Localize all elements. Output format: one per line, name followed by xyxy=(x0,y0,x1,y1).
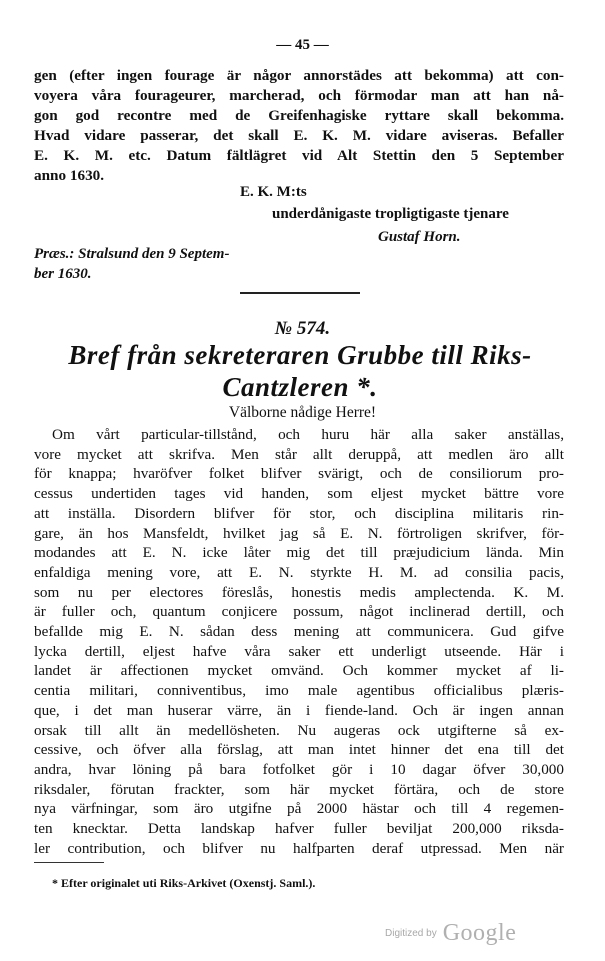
text-line: E. K. M. etc. Datum fältlägret vid Alt Stettin den 5 September xyxy=(34,147,564,164)
text-line: ten knecktar. Detta landskap hafver fuller beviljat 200,000 riksda- xyxy=(34,820,564,838)
text-line: modandes att E. N. icke låter mig det till præjudicium lända. Min xyxy=(34,544,564,562)
text-line: anno 1630. xyxy=(34,167,105,184)
text-line: ler contribution, och blifver nu halfparten deraf utpressad. Men när xyxy=(34,839,564,857)
text-line: cessive, och öfver alla förslag, att man intet hinner det ena till det xyxy=(34,741,564,759)
text-line: cessus undertiden tages vid handen, som eljest mycket bättre vore xyxy=(34,485,564,503)
text-line: gon god recontre med de Greifenhagiske ryttare skall bekomma. xyxy=(34,107,564,124)
text-line: landet är affectionen mycket omvänd. Och kommer mycket af li- xyxy=(34,662,564,680)
text-line: que, i det man huserar värre, än i fiende-land. Och är ingen annan xyxy=(34,701,564,719)
text-line: voyera våra fourageurer, marcherad, och förmodar man att han nå- xyxy=(34,87,564,104)
section-divider xyxy=(240,292,360,294)
received-note-line: ber 1630. xyxy=(34,266,92,282)
google-logo: Google xyxy=(442,920,517,946)
signature-title: E. K. M:ts xyxy=(240,184,307,200)
text-line: andra, hvar löning på bara fotfolket gör i 10 dagar öfver 30,000 xyxy=(34,760,564,778)
digitization-watermark xyxy=(385,920,516,947)
text-line: nya värfningar, som äro utgifne på 2000 hästar och till 4 regemen- xyxy=(34,800,564,818)
document-number: № 574. xyxy=(274,318,331,339)
text-line: Hvad vidare passerar, det skall E. K. M. vidare aviseras. Befaller xyxy=(34,127,564,144)
text-line: att inställa. Disordern blifver för stor, och disciplina militaris rin- xyxy=(34,504,564,522)
text-line: befallde mig E. N. sådan dess mening att communicera. Gud gifve xyxy=(34,623,564,641)
text-line: gare, än hos Mansfeldt, hvilket jag så E. N. förtroligen skrifver, för- xyxy=(34,524,564,542)
previous-letter-ending xyxy=(34,66,564,186)
text-line: lycka dertill, eljest hafve våra saker ett underligt utseende. Här i xyxy=(34,642,564,660)
signature-closing: underdånigaste tropligtigaste tjenare xyxy=(272,206,509,222)
text-line: centia militari, conniventibus, imo male agentibus officialibus plæris- xyxy=(34,682,564,700)
text-line: för knappa; hvaröfver folket blifver svärigt, och de consiliorum pro- xyxy=(34,465,564,483)
text-line: som nu per electores föreslås, honestis medis amplectenda. K. M. xyxy=(34,583,564,601)
text-line: är fuller och, quantum conjicere possum, något inclinerad dertill, och xyxy=(34,603,564,621)
document-heading-line: Bref från sekreteraren Grubbe till Riks- xyxy=(68,340,532,370)
text-line: riksdaler, förutan frackter, som här mycket förtära, och de store xyxy=(34,780,564,798)
signer-name: Gustaf Horn. xyxy=(378,229,461,245)
text-line: orsak till allt än medellösheten. Nu augeras ock utgifterne så ex- xyxy=(34,721,564,739)
text-line: gen (efter ingen fourage är någor annorstädes att bekomma) att con- xyxy=(34,67,564,84)
footnote-divider xyxy=(34,862,104,863)
footnote: * Efter originalet uti Riks-Arkivet (Oxenstj. Saml.). xyxy=(52,876,316,890)
watermark-label: Digitized by xyxy=(385,928,437,939)
page-number: — 45 — xyxy=(276,37,329,53)
salutation: Välborne nådige Herre! xyxy=(228,404,377,421)
document-heading-line: Cantzleren *. xyxy=(222,372,378,402)
text-line: enfaldiga mening vore, att E. N. styrkte H. M. ad consilia pacis, xyxy=(34,563,564,581)
received-note xyxy=(34,244,229,284)
letter-body xyxy=(34,425,564,858)
text-line: Om vårt particular-tillstånd, och huru här alla saker anställas, xyxy=(52,426,564,443)
text-line: vore mycket att skrifva. Men står allt deruppå, att medlen äro allt xyxy=(34,445,564,463)
received-note-line: Præs.: Stralsund den 9 Septem- xyxy=(34,246,230,262)
